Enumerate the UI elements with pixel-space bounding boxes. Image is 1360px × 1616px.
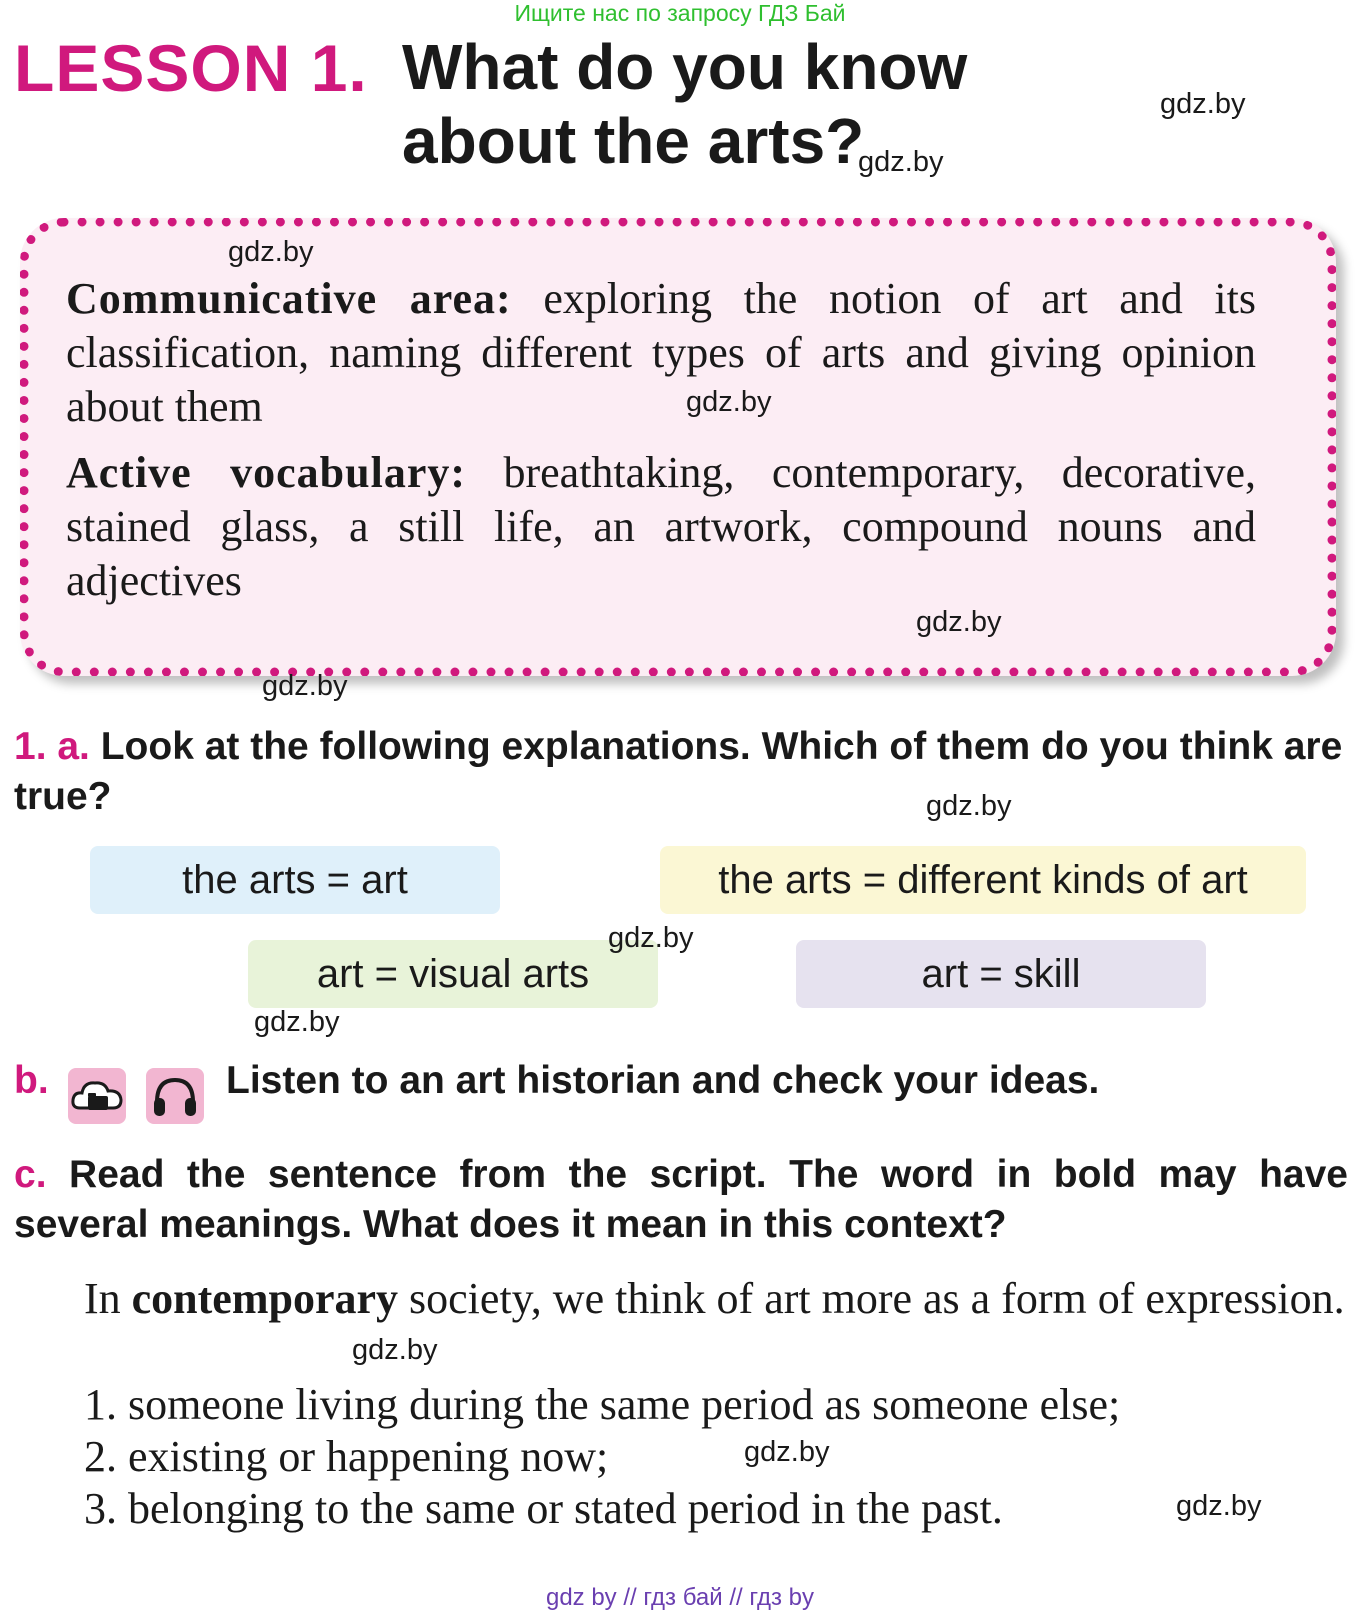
lesson-title-line1: What do you know: [402, 31, 968, 103]
task-1b-marker: b.: [14, 1059, 49, 1102]
watermark: gdz.by: [744, 1436, 830, 1468]
watermark: gdz.by: [352, 1334, 438, 1366]
footer: gdz by // гдз бай // гдз by: [545, 1584, 815, 1611]
watermark: gdz.by: [686, 386, 772, 418]
watermark: gdz.by: [608, 922, 694, 954]
watermark: gdz.by: [926, 790, 1012, 822]
cloud-folder-icon[interactable]: [68, 1068, 126, 1124]
task-1a-marker: 1. a.: [14, 725, 90, 768]
watermark: gdz.by: [1160, 88, 1246, 120]
task-1a: [14, 722, 1348, 822]
task-1c: [14, 1150, 1348, 1250]
active-vocabulary-text: breathtaking, contemporary, decorative, stained glass, a still life, an artwork, compound nouns and adjectives: [66, 448, 1256, 605]
watermark: gdz.by: [916, 606, 1002, 638]
communicative-area-text: exploring the notion of art and its classification, naming different types of arts and giving opinion about them: [66, 274, 1256, 431]
bold-word: contemporary: [131, 1274, 399, 1323]
task-1b-text: Listen to an art historian and check your ideas.: [226, 1059, 1100, 1102]
watermark: gdz.by: [262, 670, 348, 702]
option-2: 2. existing or happening now;: [84, 1432, 609, 1481]
chip-art-visual: art = visual arts: [248, 940, 658, 1008]
watermark: gdz.by: [858, 146, 944, 178]
headphones-icon[interactable]: [146, 1068, 204, 1124]
watermark: gdz.by: [228, 236, 314, 268]
active-vocabulary: [66, 446, 1256, 608]
watermark: gdz.by: [254, 1006, 340, 1038]
task-1c-text: Read the sentence from the script. The word in bold may have several meanings. What does it mean in this context?: [14, 1153, 1348, 1246]
chip-arts-kinds: the arts = different kinds of art: [660, 846, 1306, 914]
task-1a-text: Look at the following explanations. Which of them do you think are true?: [14, 725, 1343, 818]
option-3: 3. belonging to the same or stated period in the past.: [84, 1484, 1003, 1533]
lesson-number: LESSON 1.: [14, 31, 368, 105]
script-sentence: In contemporary society, we think of art more as a form of expression.: [84, 1274, 1345, 1323]
task-1c-marker: c.: [14, 1153, 47, 1196]
active-vocabulary-label: Active vocabulary:: [66, 448, 467, 497]
communicative-area: [66, 272, 1256, 434]
watermark: gdz.by: [1176, 1490, 1262, 1522]
lesson-title-line2: about the arts?: [402, 105, 865, 177]
chip-arts-art: the arts = art: [90, 846, 500, 914]
top-banner: Ищите нас по запросу ГДЗ Бай: [514, 0, 846, 26]
chip-art-skill: art = skill: [796, 940, 1206, 1008]
option-1: 1. someone living during the same period as someone else;: [84, 1380, 1121, 1429]
communicative-area-label: Communicative area:: [66, 274, 512, 323]
